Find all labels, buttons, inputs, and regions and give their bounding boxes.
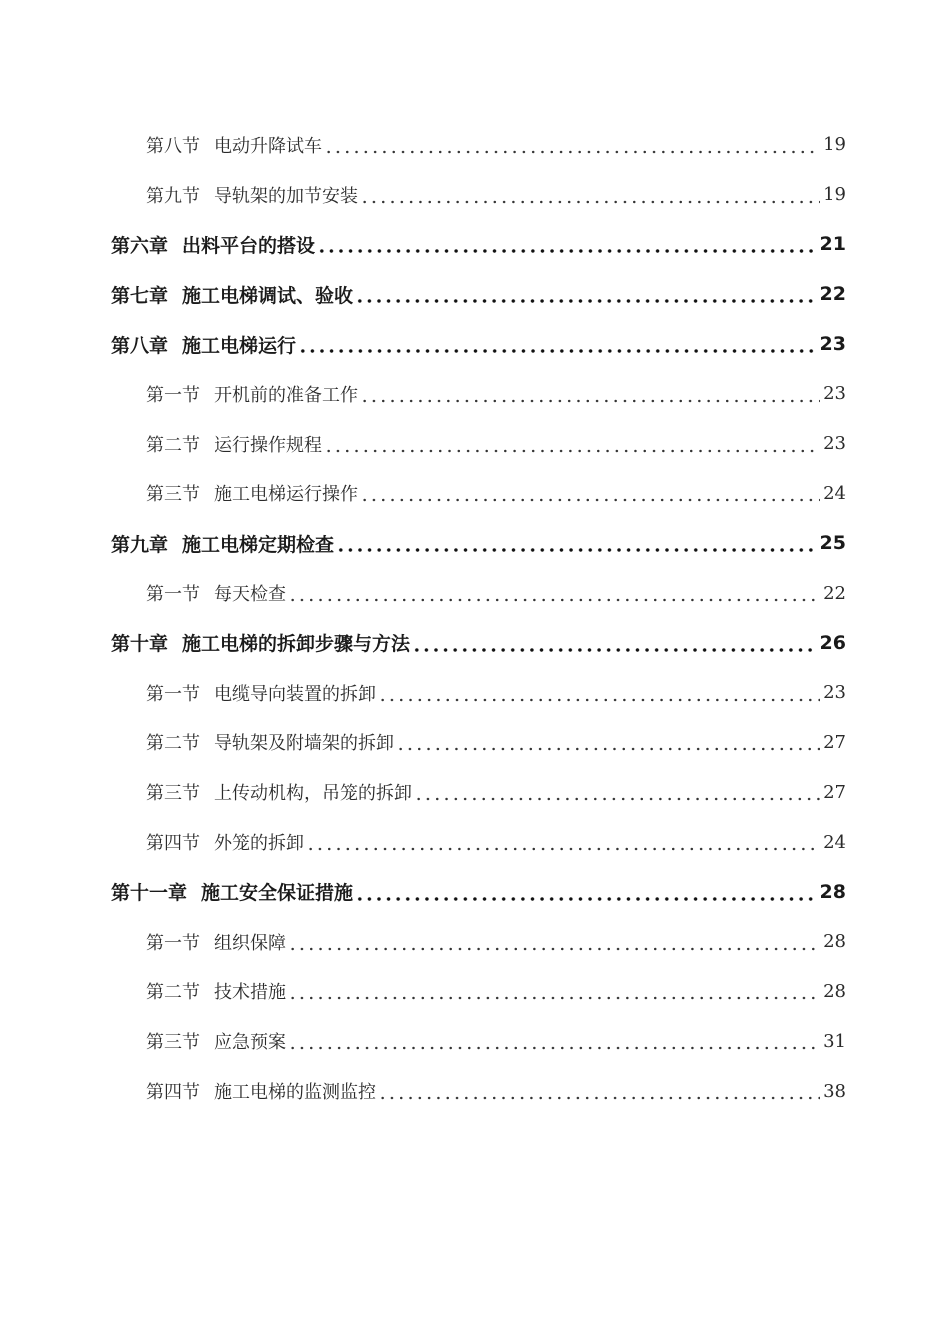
- toc-chapter-entry[interactable]: [0, 269, 950, 319]
- toc-entry-title: 施工电梯的拆卸步骤与方法: [182, 633, 411, 656]
- toc-entry-page-number: 28: [819, 880, 846, 903]
- toc-entry-number: 第八章: [111, 334, 169, 357]
- toc-dot-leader: [288, 1046, 820, 1050]
- toc-entry-number: 第三节: [146, 1032, 200, 1054]
- toc-dot-leader: [288, 996, 820, 1000]
- toc-entry-title: 每天检查: [214, 584, 286, 606]
- toc-section-entry[interactable]: [0, 767, 950, 817]
- toc-section-entry[interactable]: [0, 967, 950, 1017]
- toc-entry-title: 技术措施: [214, 982, 286, 1004]
- toc-entry-title: 施工电梯定期检查: [182, 533, 335, 556]
- toc-section-entry[interactable]: [0, 419, 950, 469]
- toc-section-entry[interactable]: [0, 369, 950, 419]
- toc-entry-title: 应急预案: [214, 1032, 286, 1054]
- toc-entry-page-number: 24: [823, 482, 846, 504]
- toc-chapter-entry[interactable]: [0, 220, 950, 270]
- toc-entry-number: 第十一章: [111, 882, 188, 905]
- toc-entry-number: 第一节: [146, 384, 200, 406]
- toc-section-entry[interactable]: [0, 917, 950, 967]
- toc-dot-leader: [396, 747, 820, 751]
- toc-dot-leader: [378, 698, 820, 702]
- toc-chapter-entry[interactable]: [0, 618, 950, 668]
- toc-entry-title: 组织保障: [214, 932, 286, 954]
- toc-dot-leader: [336, 548, 817, 552]
- toc-section-entry[interactable]: [0, 668, 950, 718]
- toc-entry-page-number: 25: [819, 532, 846, 555]
- toc-entry-page-number: 22: [823, 582, 846, 604]
- toc-entry-number: 第四节: [146, 833, 200, 855]
- toc-dot-leader: [288, 947, 820, 951]
- toc-dot-leader: [324, 150, 820, 154]
- toc-entry-title: 外笼的拆卸: [214, 833, 304, 855]
- toc-entry-page-number: 28: [823, 931, 846, 953]
- toc-entry-page-number: 22: [819, 283, 846, 306]
- toc-entry-title: 电动升降试车: [214, 135, 322, 157]
- toc-entry-page-number: 21: [819, 233, 846, 256]
- toc-entry-page-number: 23: [823, 433, 846, 455]
- toc-entry-page-number: 23: [819, 333, 846, 356]
- toc-entry-number: 第九章: [111, 533, 169, 556]
- toc-entry-title: 施工电梯运行操作: [214, 484, 358, 506]
- toc-entry-number: 第十章: [111, 633, 169, 656]
- toc-entry-title: 运行操作规程: [214, 434, 322, 456]
- toc-section-entry[interactable]: [0, 170, 950, 220]
- toc-entry-number: 第二节: [146, 434, 200, 456]
- toc-chapter-entry[interactable]: [0, 518, 950, 568]
- toc-section-entry[interactable]: [0, 469, 950, 519]
- toc-dot-leader: [355, 897, 817, 901]
- toc-entry-page-number: 27: [823, 781, 846, 803]
- toc-entry-number: 第三节: [146, 484, 200, 506]
- toc-entry-title: 导轨架的加节安装: [214, 185, 358, 207]
- toc-dot-leader: [288, 598, 820, 602]
- toc-section-entry[interactable]: [0, 568, 950, 618]
- toc-section-entry[interactable]: [0, 718, 950, 768]
- toc-entry-title: 施工电梯的监测监控: [214, 1082, 376, 1104]
- toc-chapter-entry[interactable]: [0, 867, 950, 917]
- toc-entry-title: 施工电梯调试、验收: [182, 284, 354, 307]
- toc-entry-number: 第四节: [146, 1082, 200, 1104]
- toc-entry-number: 第八节: [146, 135, 200, 157]
- toc-dot-leader: [360, 200, 820, 204]
- toc-chapter-entry[interactable]: [0, 319, 950, 369]
- table-of-contents: [0, 120, 950, 1116]
- toc-entry-page-number: 19: [823, 184, 846, 206]
- toc-entry-page-number: 23: [823, 383, 846, 405]
- toc-entry-number: 第一节: [146, 683, 200, 705]
- toc-dot-leader: [412, 648, 817, 652]
- toc-entry-page-number: 24: [823, 831, 846, 853]
- toc-dot-leader: [306, 847, 820, 851]
- toc-entry-page-number: 31: [823, 1030, 846, 1052]
- toc-entry-number: 第九节: [146, 185, 200, 207]
- toc-entry-number: 第一节: [146, 932, 200, 954]
- toc-entry-title: 上传动机构，吊笼的拆卸: [214, 783, 412, 805]
- toc-entry-title: 电缆导向装置的拆卸: [214, 683, 376, 705]
- toc-entry-number: 第三节: [146, 783, 200, 805]
- toc-dot-leader: [378, 1096, 820, 1100]
- toc-entry-title: 开机前的准备工作: [214, 384, 358, 406]
- toc-entry-number: 第二节: [146, 982, 200, 1004]
- toc-section-entry[interactable]: [0, 1066, 950, 1116]
- toc-entry-title: 施工安全保证措施: [201, 882, 354, 905]
- toc-entry-title: 出料平台的搭设: [182, 234, 316, 257]
- toc-dot-leader: [298, 349, 817, 353]
- toc-entry-page-number: 23: [823, 682, 846, 704]
- toc-dot-leader: [317, 249, 817, 253]
- toc-entry-page-number: 38: [823, 1080, 846, 1102]
- toc-dot-leader: [360, 498, 820, 502]
- toc-entry-page-number: 28: [823, 980, 846, 1002]
- toc-entry-number: 第七章: [111, 284, 169, 307]
- toc-section-entry[interactable]: [0, 817, 950, 867]
- toc-dot-leader: [324, 449, 820, 453]
- toc-entry-title: 导轨架及附墙架的拆卸: [214, 733, 394, 755]
- toc-entry-page-number: 19: [823, 134, 846, 156]
- toc-dot-leader: [414, 797, 820, 801]
- toc-dot-leader: [360, 399, 820, 403]
- toc-section-entry[interactable]: [0, 120, 950, 170]
- toc-section-entry[interactable]: [0, 1016, 950, 1066]
- toc-dot-leader: [355, 299, 817, 303]
- toc-entry-number: 第一节: [146, 584, 200, 606]
- toc-entry-page-number: 27: [823, 731, 846, 753]
- toc-entry-number: 第二节: [146, 733, 200, 755]
- toc-entry-title: 施工电梯运行: [182, 334, 297, 357]
- toc-entry-number: 第六章: [111, 234, 169, 257]
- toc-entry-page-number: 26: [819, 631, 846, 654]
